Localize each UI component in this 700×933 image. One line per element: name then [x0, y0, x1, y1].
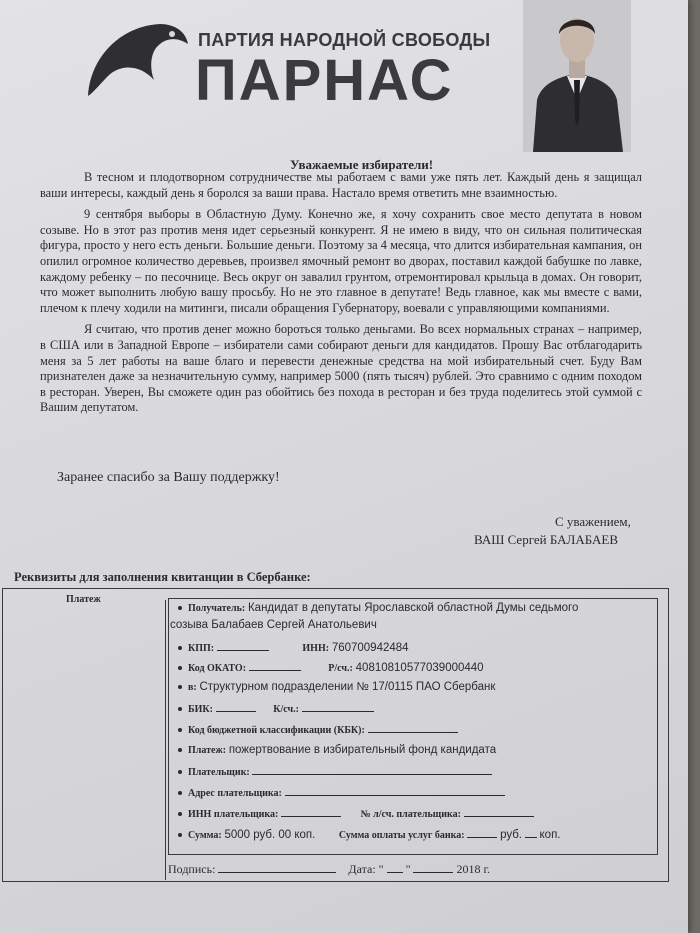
bullet-icon [178, 833, 182, 837]
payer-inn-row: ИНН плательщика: № л/сч. плательщика: [178, 806, 534, 820]
date-month-field[interactable] [413, 862, 453, 873]
bullet-icon [178, 770, 182, 774]
letter-signature-name: ВАШ Сергей БАЛАБАЕВ [474, 532, 619, 547]
bank-row: в: Структурном подразделении № 17/0115 ПАО Сбербанк [178, 681, 495, 693]
kpp-inn-row: КПП: ИНН: 760700942484 [178, 640, 409, 654]
payer-row: Плательщик: [178, 764, 492, 778]
candidate-photo [523, 0, 631, 152]
payer-inn-field[interactable] [281, 806, 341, 817]
letter-paragraph: В тесном и плодотворном сотрудничестве мы работаем с вами уже пять лет. Каждый день я защищал ваши интересы, каждый день я боролся за ваши права. Настало время ответить мне взаимностью. [40, 170, 642, 200]
party-logo-bird-icon [80, 18, 190, 98]
bullet-icon [178, 685, 182, 689]
okato-field[interactable] [249, 660, 301, 671]
payer-address-row: Адрес плательщика: [178, 785, 505, 799]
bullet-icon [178, 791, 182, 795]
bullet-icon [178, 707, 182, 711]
payment-label: Платеж [66, 594, 101, 605]
bullet-icon [178, 748, 182, 752]
signature-field[interactable] [218, 862, 336, 873]
recipient-row-2: созыва Балабаев Сергей Анатольевич [170, 619, 377, 631]
purpose-row: Платеж: пожертвование в избирательный фонд кандидата [178, 744, 496, 756]
corr-account-field[interactable] [302, 701, 374, 712]
letter-paragraph: 9 сентября выборы в Областную Думу. Конечно же, я хочу сохранить свое место депутата в новом созыве. Но в этот раз против меня идет серьезный конкурент. Я не имею в виду, что он сильная политическая фигура, просто у него есть деньги. Большие деньги. Поэтому за 4 месяца, что длится избирательная кампания, он опилил огромное количество деревьев, произвел ямочный ремонт во дворах, поставил каждой бабушке по лавке, каждому ребенку – по песочнице. Весь округ он завалил грунтом, отремонтировал крыльца в домах. Он говорит, что может выполнить любую вашу просьбу. Но не это главное в депутате! Ведь главное, как мы вместе с вами, плечом к плечу ходили на митинги, писали обращения Губернатору, воевали с управляющими компаниями. [40, 207, 642, 315]
okato-account-row: Код ОКАТО: Р/сч.: 40810810577039000440 [178, 660, 484, 674]
bullet-icon [178, 728, 182, 732]
bullet-icon [178, 666, 182, 670]
candidate-portrait-icon [523, 0, 631, 152]
party-name-logo: ПАРНАС [195, 48, 454, 113]
bullet-icon [178, 606, 182, 610]
sum-row: Сумма: 5000 руб. 00 коп. Сумма оплаты услуг банка: руб. коп. [178, 827, 561, 841]
letter-paragraph: Я считаю, что против денег можно бороться только деньгами. Во всех нормальных странах – например, в США или в Западной Европе – избиратели сами собирают деньги для кандидатов. Прошу Вас отблагодарить меня за 5 лет работы на ваше благо и перевести денежные средства на мой избирательный счет. Буду Вам признателен даже за незначительную сумму, например 5000 (пять тысяч) рублей. Это сравнимо с одним походом в ресторан. Уверен, Вы сможете один раз обойтись без похода в ресторан и без труда поделитесь этой суммой с Вашим депутатом. [40, 322, 642, 415]
letter-regards: С уважением, [555, 514, 631, 529]
form-title: Реквизиты для заполнения квитанции в Сбербанке: [14, 570, 311, 584]
bik-field[interactable] [216, 701, 256, 712]
fee-kop-field[interactable] [525, 827, 537, 838]
kbk-field[interactable] [368, 722, 458, 733]
date-quote: " [405, 862, 411, 876]
payer-account-field[interactable] [464, 806, 534, 817]
date-year: 2018 г. [456, 862, 491, 876]
form-divider [165, 600, 166, 880]
bik-corr-row: БИК: К/сч.: [178, 701, 374, 715]
fee-rub-field[interactable] [467, 827, 497, 838]
bullet-icon [178, 812, 182, 816]
date-label: Дата: " [348, 862, 384, 876]
letter-title: Уважаемые избиратели! [290, 157, 434, 172]
signature-label: Подпись: [168, 862, 216, 876]
kbk-row: Код бюджетной классификации (КБК): [178, 722, 458, 736]
kpp-field[interactable] [217, 640, 269, 651]
bullet-icon [178, 646, 182, 650]
recipient-row: Получатель: Кандидат в депутаты Ярославской областной Думы седьмого [178, 602, 578, 614]
payer-address-field[interactable] [285, 785, 505, 796]
signature-date-row [168, 862, 490, 877]
payer-field[interactable] [252, 764, 492, 775]
party-name-line1: ПАРТИЯ НАРОДНОЙ СВОБОДЫ [198, 30, 491, 50]
letter-thanks: Заранее спасибо за Вашу поддержку! [57, 470, 280, 485]
date-day-field[interactable] [387, 862, 403, 873]
letter-body [40, 170, 642, 422]
